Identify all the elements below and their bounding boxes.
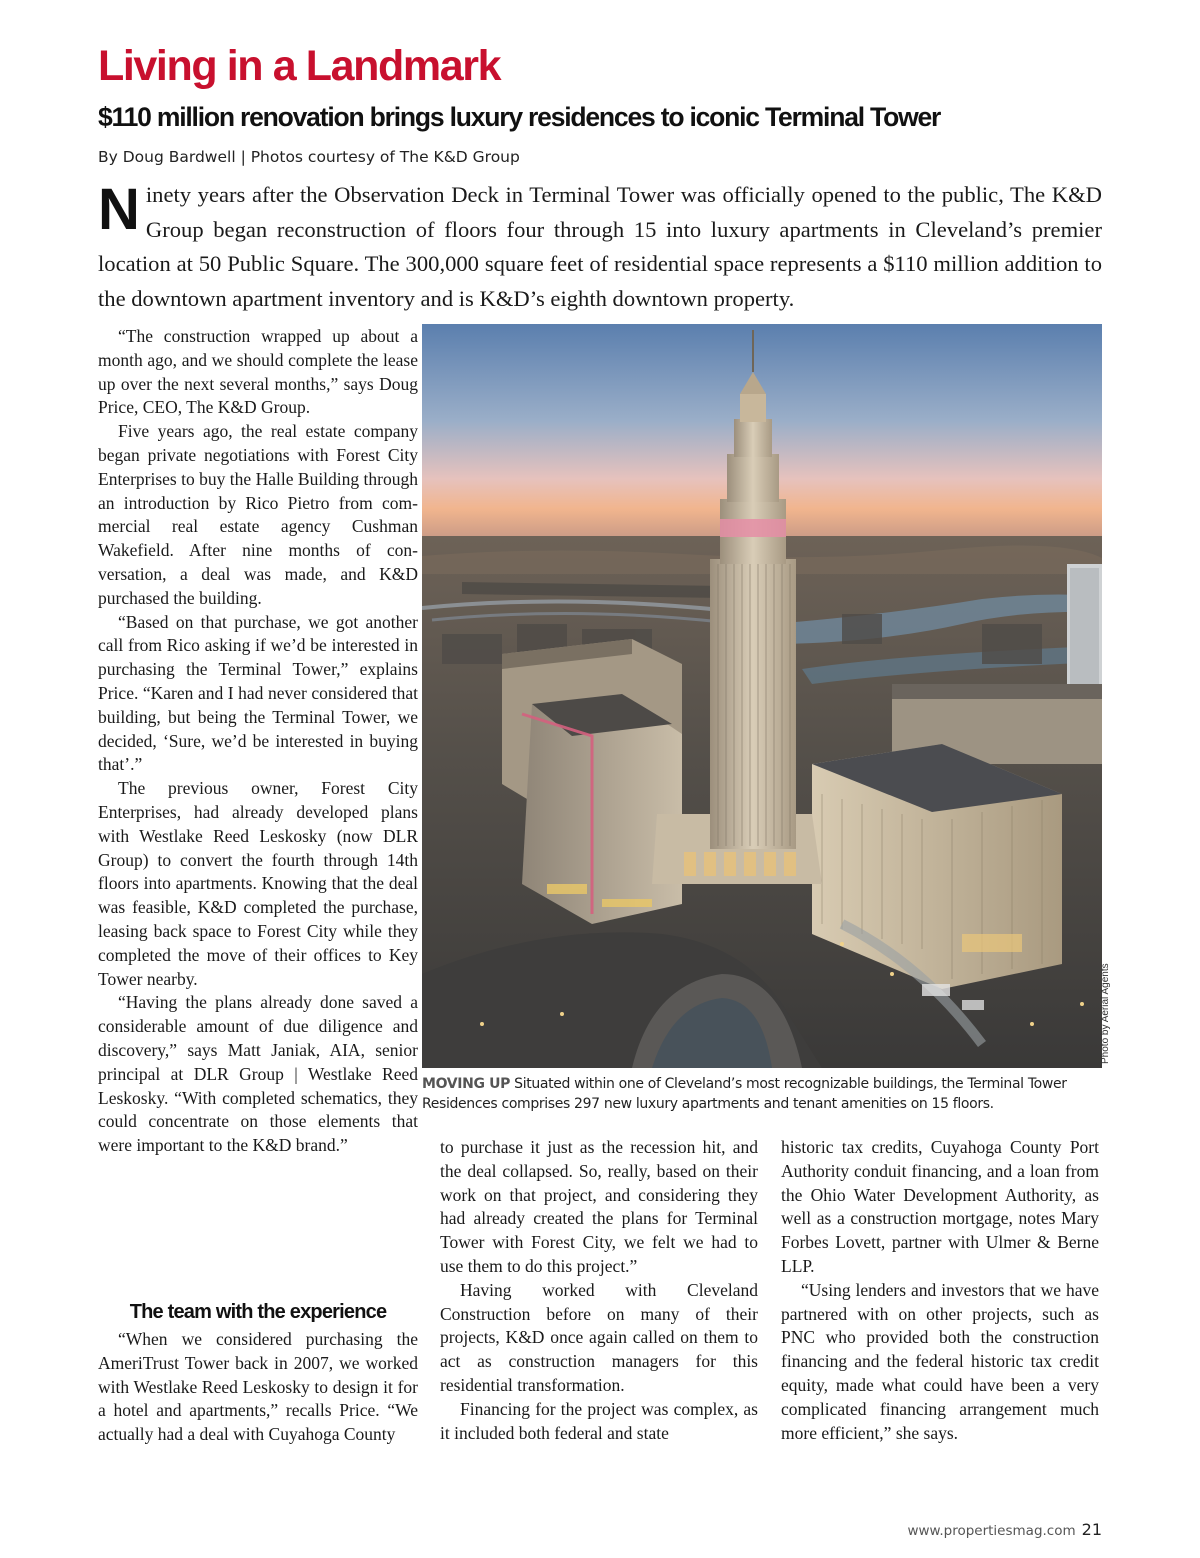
body-column-1-continued <box>98 1328 418 1447</box>
body-paragraph: Five years ago, the real estate company began private negotiations with Forest City Enterprises to buy the Halle Building through an introduction by Rico Pietro from commercial real estate agency Cushman Wakefield. After nine months of conversation, a deal was made, and K&D purchased the building. <box>98 421 418 608</box>
terminal-tower-photo <box>422 324 1102 1068</box>
body-paragraph: “When we considered purchasing the AmeriTrust Tower back in 2007, we worked with Westlake Reed Leskosky to design it for a hotel and apartments,” recalls Price. “We actually had a deal with Cuyahoga County <box>98 1329 418 1445</box>
body-paragraph: Financing for the project was complex, as it included both federal and state <box>440 1398 758 1443</box>
caption-text: Situated within one of Cleveland’s most recognizable buildings, the Terminal Tower Residences comprises 297 new luxury apartments and tenant amenities on 15 floors. <box>422 1076 1067 1112</box>
article-subtitle: $110 million renovation brings luxury residences to iconic Terminal Tower <box>98 102 941 132</box>
body-paragraph: “The construction wrapped up about a month ago, and we should complete the lease up over the next several months,” says Doug Price, CEO, The K&D Group. <box>98 326 418 418</box>
body-paragraph: “Using lenders and investors that we have partnered with on other projects, such as PNC who provided both the construction financing and the federal historic tax credit equity, made what could have been a very complicated financing arrangement much more efficient,” she says. <box>781 1279 1099 1443</box>
body-paragraph: “Based on that purchase, we got another call from Rico asking if we’d be interested in purchasing the Terminal Tower,” explains Price. “Karen and I had never considered that building, but being the Terminal Tower, we decided, ‘Sure, we’d be interested in buying that’.” <box>98 611 418 775</box>
body-column-2 <box>440 1136 758 1445</box>
lead-paragraph <box>98 178 1102 316</box>
article-title: Living in a Landmark <box>98 42 501 90</box>
body-column-3 <box>781 1136 1099 1445</box>
body-paragraph: to purchase it just as the recession hit, and the deal collapsed. So, really, based on their work on that project, and considering they had already created the plans for Terminal Tower with Forest City, we felt we had to use them to do this project.” <box>440 1137 758 1276</box>
lead-text: inety years after the Observation Deck in Terminal Tower was officially opened to the public, The K&D Group began reconstruction of floors four through 15 into luxury apartments in Cleveland’s premier location at 50 Public Square. The 300,000 square feet of residential space represents a $110 million addition to the downtown apartment inventory and is K&D’s eighth downtown property. <box>98 182 1102 311</box>
body-paragraph: The previous owner, Forest City Enterprises, had already developed plans with Westlake Reed Leskosky (now DLR Group) to convert the fourth through 14th floors into apartments. Knowing that the deal was feasible, K&D completed the purchase, leasing back space to Forest City while they completed the move of their offices to Key Tower nearby. <box>98 778 418 989</box>
page-footer <box>880 1520 1102 1539</box>
photo-credit: Photo by Aerial Agents <box>1100 963 1111 1064</box>
aerial-city-illustration <box>422 324 1102 1068</box>
body-paragraph: Having worked with Cleveland Construction before on many of their projects, K&D once again called on them to act as construction managers for this residential transformation. <box>440 1279 758 1395</box>
article-byline: By Doug Bardwell | Photos courtesy of The K&D Group <box>98 148 520 166</box>
caption-lead-in: MOVING UP <box>422 1076 511 1092</box>
body-column-1 <box>98 325 418 1158</box>
page-number: 21 <box>1081 1520 1102 1539</box>
body-paragraph: “Having the plans already done saved a considerable amount of due diligence and discovery,” says Matt Janiak, AIA, senior principal at DLR Group | Westlake Reed Leskosky. “With completed schematics, they could concentrate on those elements that were important to the K&D brand.” <box>98 992 418 1156</box>
drop-cap: N <box>98 177 140 242</box>
section-subhead: The team with the experience <box>129 1301 387 1323</box>
body-paragraph: historic tax credits, Cuyahoga County Port Authority conduit financing, and a loan from the Ohio Water Development Authority, as well as a construction mortgage, notes Mary Forbes Lovett, partner with Ulmer & Berne LLP. <box>781 1137 1099 1276</box>
photo-caption <box>422 1074 1112 1114</box>
footer-url[interactable]: www.propertiesmag.com <box>907 1523 1076 1539</box>
